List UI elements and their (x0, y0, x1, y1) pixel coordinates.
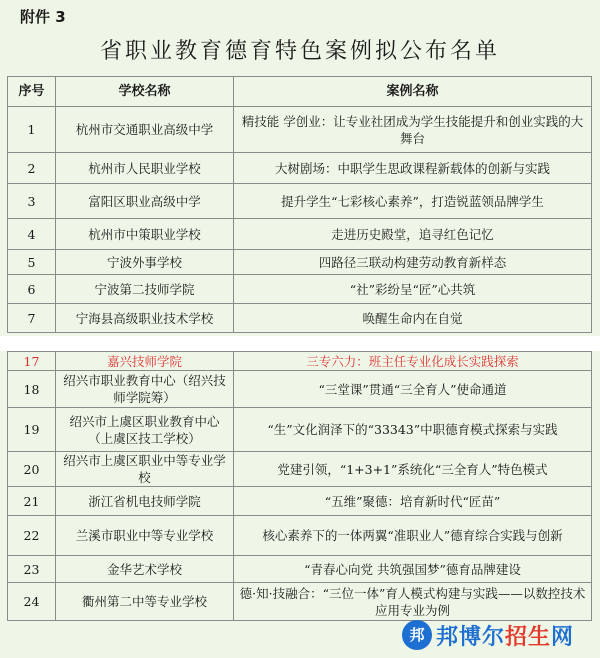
table-row (8, 219, 592, 250)
cell-no: 20 (8, 452, 56, 487)
header-school: 学校名称 (56, 77, 234, 107)
page-title: 省职业教育德育特色案例拟公布名单 (99, 39, 500, 64)
cell-school: 绍兴市上虞区职业中等专业学校 (56, 452, 234, 487)
cell-school: 杭州市交通职业高级中学 (56, 107, 234, 153)
table-row (8, 556, 592, 583)
table-row (8, 408, 592, 452)
watermark-logo: 邦 (402, 620, 432, 650)
header-no: 序号 (8, 77, 56, 107)
cell-school: 富阳区职业高级中学 (56, 184, 234, 219)
cell-case: 唤醒生命内在自觉 (234, 304, 592, 333)
cell-no: 19 (8, 408, 56, 452)
watermark-text-red: 招生 (505, 625, 552, 650)
cell-no: 6 (8, 275, 56, 304)
cell-case: 党建引领，“1+3+1”系统化“三全育人”特色模式 (234, 452, 592, 487)
cell-no: 1 (8, 107, 56, 153)
cell-case: 提升学生“七彩核心素养”，打造锐蓝领品牌学生 (234, 184, 592, 219)
table-header-row (8, 77, 592, 107)
cell-no: 24 (8, 583, 56, 621)
cell-school: 金华艺术学校 (56, 556, 234, 583)
cell-school: 绍兴市上虞区职业教育中心（上虞区技工学校） (56, 408, 234, 452)
header-case: 案例名称 (234, 77, 592, 107)
table-row (8, 487, 592, 516)
cell-case: 四路径三联动构建劳动教育新样态 (234, 250, 592, 275)
watermark-text (436, 620, 574, 651)
cell-no: 7 (8, 304, 56, 333)
cell-no: 21 (8, 487, 56, 516)
cell-case: “青春心向党 共筑强国梦”德育品牌建设 (234, 556, 592, 583)
cell-school: 宁波外事学校 (56, 250, 234, 275)
table-row (8, 107, 592, 153)
cell-no: 23 (8, 556, 56, 583)
cell-school: 宁波第二技师学院 (56, 275, 234, 304)
cell-case: “五维”聚德：培育新时代“匠苗” (234, 487, 592, 516)
cell-school: 衢州第二中等专业学校 (56, 583, 234, 621)
table-row (8, 352, 592, 371)
cell-school: 宁海县高级职业技术学校 (56, 304, 234, 333)
cell-case: “生”文化润泽下的“33343”中职德育模式探索与实践 (234, 408, 592, 452)
cell-case: 三专六力：班主任专业化成长实践探索 (234, 352, 592, 371)
case-list-table-bottom (7, 351, 592, 621)
case-list-table-top (7, 76, 592, 333)
watermark-text-blue: 邦博尔 (436, 625, 506, 650)
table-row (8, 516, 592, 556)
cell-school: 绍兴市职业教育中心（绍兴技师学院筹） (56, 371, 234, 408)
table-row (8, 275, 592, 304)
cell-case: “三堂课”贯通“三全育人”使命通道 (234, 371, 592, 408)
table-row (8, 184, 592, 219)
cell-no: 3 (8, 184, 56, 219)
table-row (8, 452, 592, 487)
watermark-text-tail: 网 (551, 625, 575, 650)
section-gap (0, 336, 600, 351)
cell-school: 兰溪市职业中等专业学校 (56, 516, 234, 556)
cell-case: 核心素养下的一体两翼“准职业人”德育综合实践与创新 (234, 516, 592, 556)
cell-no: 18 (8, 371, 56, 408)
cell-no: 17 (8, 352, 56, 371)
cell-no: 22 (8, 516, 56, 556)
table-row (8, 304, 592, 333)
cell-case: “社”彩纷呈“匠”心共筑 (234, 275, 592, 304)
cell-case: 德·知·技融合：“三位一体”育人模式构建与实践——以数控技术应用专业为例 (234, 583, 592, 621)
cell-school: 杭州市中策职业学校 (56, 219, 234, 250)
table-row (8, 371, 592, 408)
cell-school: 嘉兴技师学院 (56, 352, 234, 371)
cell-no: 5 (8, 250, 56, 275)
cell-no: 4 (8, 219, 56, 250)
cell-no: 2 (8, 153, 56, 184)
cell-case: 精技能 学创业：让专业社团成为学生技能提升和创业实践的大舞台 (234, 107, 592, 153)
site-watermark (402, 618, 592, 652)
attachment-label: 附件 3 (20, 8, 66, 26)
table-row (8, 583, 592, 621)
cell-school: 杭州市人民职业学校 (56, 153, 234, 184)
cell-school: 浙江省机电技师学院 (56, 487, 234, 516)
cell-case: 走进历史殿堂，追寻红色记忆 (234, 219, 592, 250)
cell-case: 大树剧场：中职学生思政课程新载体的创新与实践 (234, 153, 592, 184)
table-row (8, 153, 592, 184)
table-row (8, 250, 592, 275)
